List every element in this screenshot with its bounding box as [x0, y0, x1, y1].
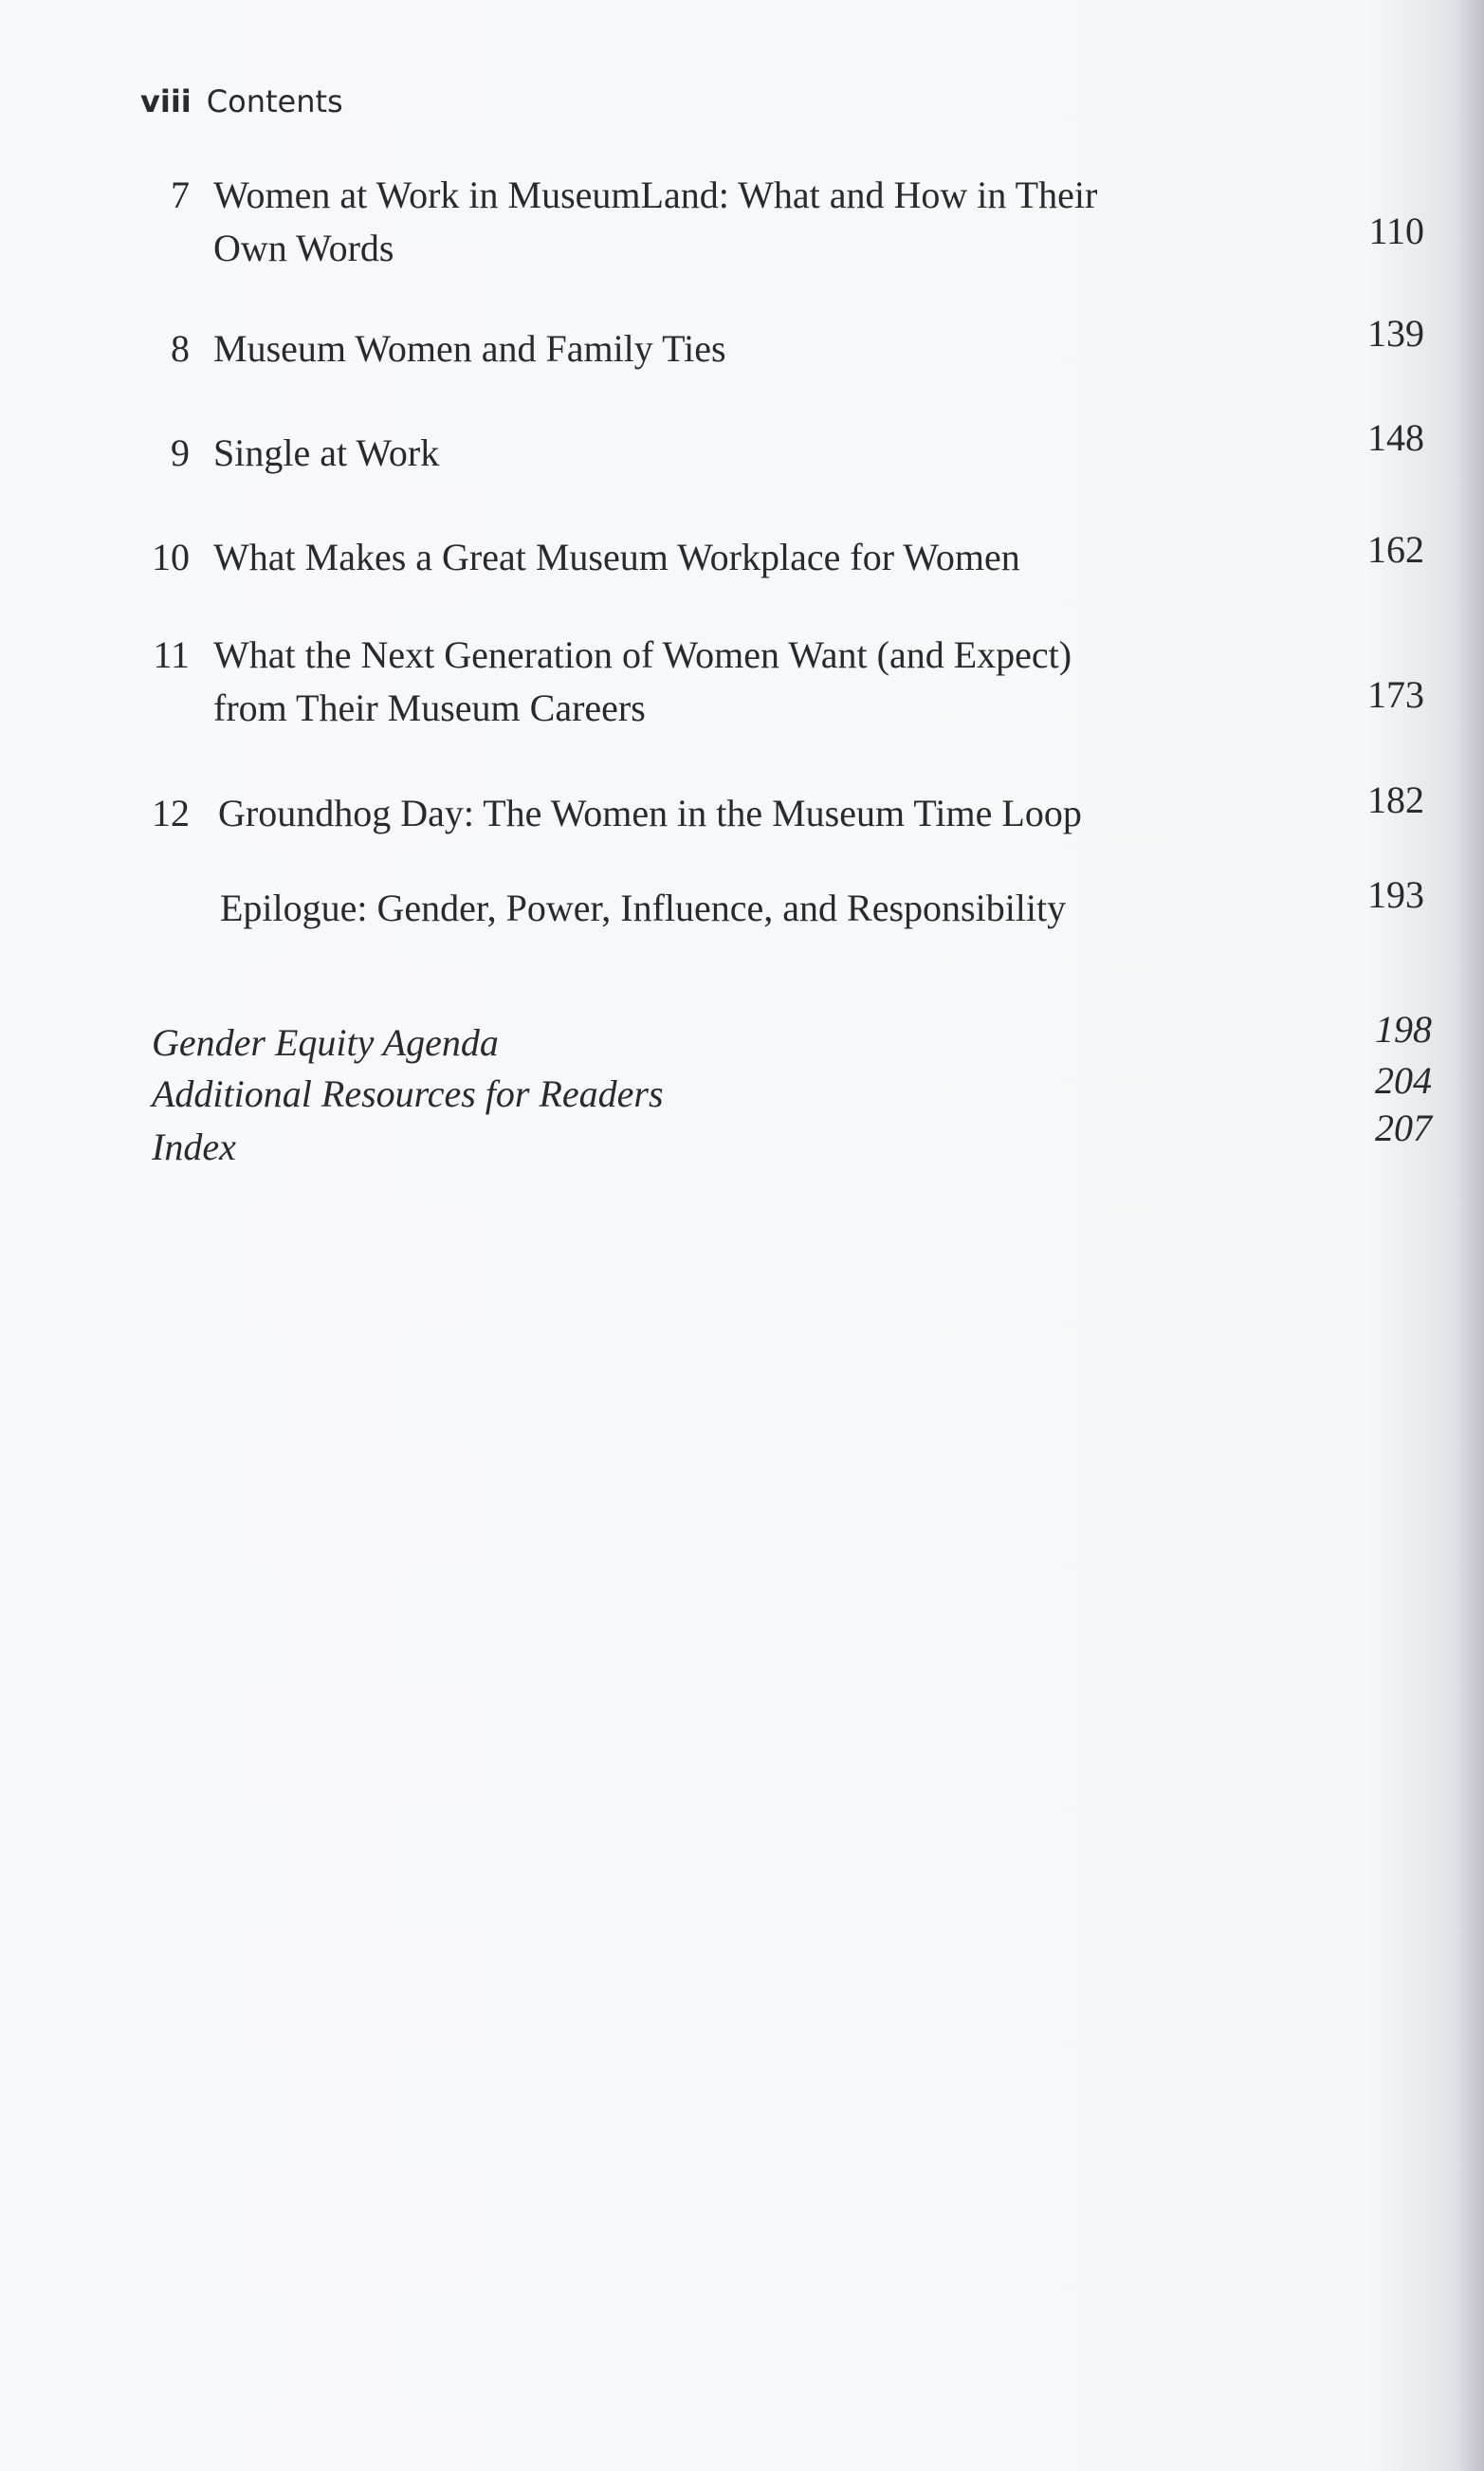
running-head: [140, 83, 343, 119]
toc-entry[interactable]: [0, 778, 1484, 844]
page-number: 110: [1368, 210, 1424, 252]
toc-entry[interactable]: [0, 416, 1484, 484]
page-folio: viii: [140, 83, 192, 119]
page-number: 139: [1367, 312, 1424, 355]
page-number: 204: [1375, 1059, 1432, 1102]
chapter-number: 12: [152, 792, 190, 834]
toc-entry[interactable]: [0, 312, 1484, 379]
back-matter-entry[interactable]: [0, 1107, 1484, 1174]
chapter-title: Single at Work: [213, 431, 440, 474]
toc-entry[interactable]: [0, 528, 1484, 588]
toc-entry[interactable]: [0, 629, 1484, 742]
page-number: 198: [1375, 1008, 1432, 1051]
back-matter-entry[interactable]: [0, 1008, 1484, 1070]
chapter-number: 8: [171, 327, 190, 370]
chapter-number: 10: [152, 536, 190, 578]
page-number: 148: [1367, 416, 1424, 459]
chapter-title: Epilogue: Gender, Power, Influence, and Responsibility: [220, 887, 1067, 929]
toc-entry[interactable]: [0, 873, 1484, 939]
chapter-title: What the Next Generation of Women Want (and Expect): [213, 633, 1072, 676]
page-number: 182: [1367, 778, 1424, 821]
page-number: 162: [1367, 528, 1424, 571]
chapter-number: 9: [171, 431, 190, 474]
back-matter-title: Gender Equity Agenda: [152, 1021, 499, 1064]
chapter-title: What Makes a Great Museum Workplace for Women: [213, 536, 1020, 578]
chapter-title: Museum Women and Family Ties: [213, 327, 726, 370]
chapter-title: Groundhog Day: The Women in the Museum Time Loop: [218, 792, 1082, 834]
back-matter-title: Additional Resources for Readers: [152, 1072, 664, 1115]
back-matter-title: Index: [152, 1126, 236, 1168]
toc-entry[interactable]: [0, 169, 1484, 283]
page-number: 207: [1375, 1107, 1432, 1149]
running-title: Contents: [206, 83, 343, 119]
back-matter-entry[interactable]: [0, 1059, 1484, 1121]
page-number: 173: [1367, 673, 1424, 716]
chapter-number: 7: [171, 174, 190, 216]
page-number: 193: [1367, 873, 1424, 916]
chapter-title-cont: from Their Museum Careers: [213, 686, 646, 729]
chapter-title-cont: Own Words: [213, 227, 394, 269]
chapter-number: 11: [153, 633, 190, 676]
chapter-title: Women at Work in MuseumLand: What and How in Their: [213, 174, 1098, 216]
